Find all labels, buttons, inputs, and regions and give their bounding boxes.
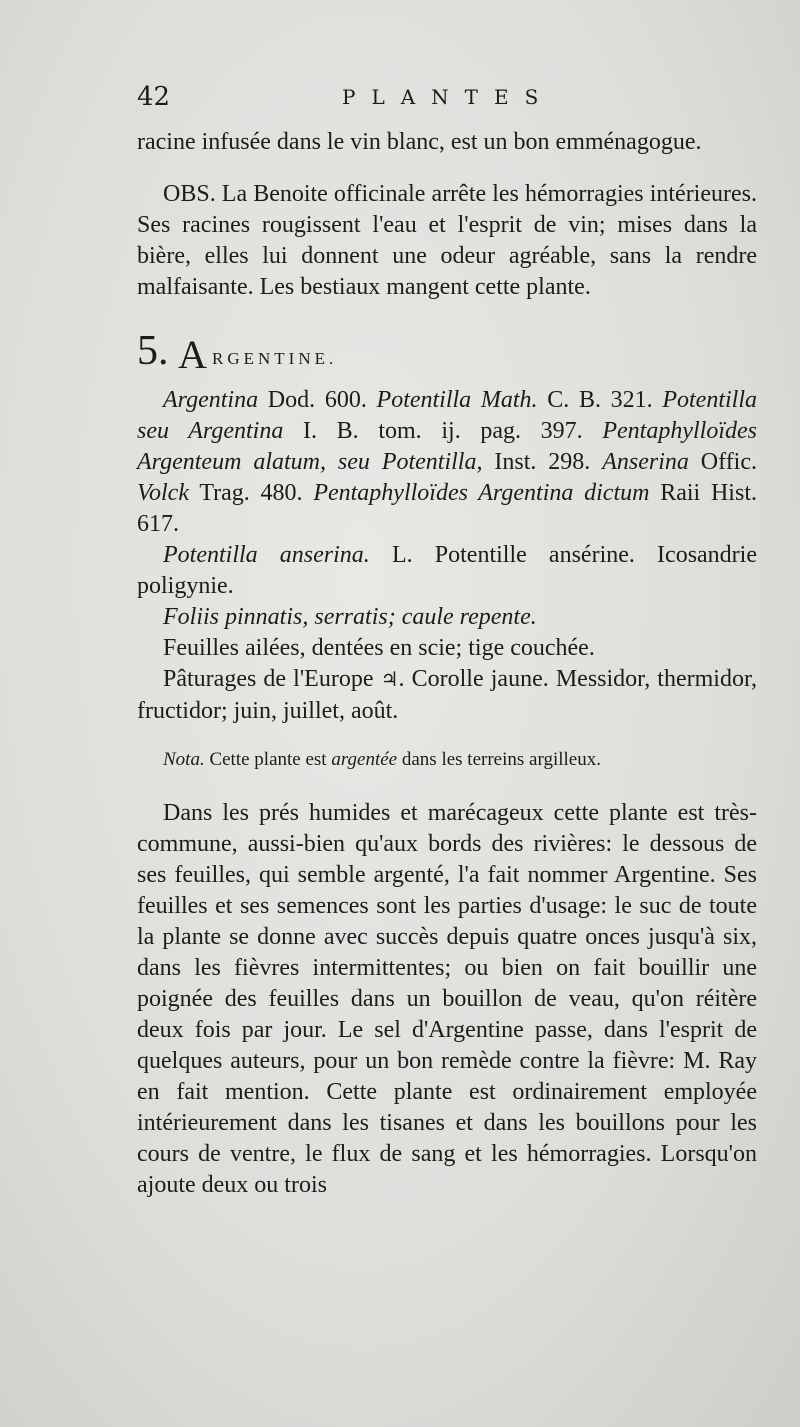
nota-text: dans les terreins argilleux. bbox=[397, 749, 601, 770]
synonym-name: Pentaphylloïdes Argenteum alatum, seu Potentilla, bbox=[137, 418, 757, 475]
nota-text: Cette plante est bbox=[204, 749, 332, 770]
obs-paragraph bbox=[137, 179, 757, 303]
linnaeus-paragraph bbox=[137, 540, 757, 602]
obs-text: La Benoite officinale arrête les hémorragies intérieures. Ses racines rougissent l'eau et l'esprit de vin; mises dans la bière, elles lui donnent une odeur agréable, sans la rendre malfaisante. Les bestiaux mangent cette plante. bbox=[137, 181, 757, 300]
nota-paragraph bbox=[137, 745, 757, 774]
species-number: 5. bbox=[137, 328, 169, 374]
synonym-ref: Trag. 480. bbox=[188, 480, 314, 506]
intro-paragraph: racine infusée dans le vin blanc, est un bon emménagogue. bbox=[137, 129, 702, 155]
synonym-ref: Inst. 298. bbox=[482, 449, 603, 475]
species-name-initial: A bbox=[178, 332, 207, 377]
species-name-rest: RGENTINE. bbox=[212, 349, 338, 368]
linnaean-name: Potentilla anserina. bbox=[163, 542, 370, 568]
french-diagnosis: Feuilles ailées, dentées en scie; tige couchée. bbox=[163, 635, 595, 661]
synonym-ref: C. B. 321. bbox=[537, 387, 663, 413]
synonym-name: Potentilla Math. bbox=[376, 387, 538, 413]
synonym-ref: Raii Hist. 617. bbox=[137, 480, 757, 537]
page-text bbox=[137, 127, 757, 1201]
synonym-name: Potentilla seu Argentina bbox=[137, 387, 757, 444]
latin-diagnosis: Foliis pinnatis, serratis; caule repente. bbox=[163, 604, 537, 630]
perennial-mark: ♃ bbox=[380, 669, 399, 691]
nota-emphasis: argentée bbox=[331, 749, 398, 770]
habitat-text: Pâturages de l'Europe bbox=[163, 666, 381, 692]
habitat-text: . Corolle jaune. Messidor, thermidor, fructidor; juin, juillet, août. bbox=[137, 666, 757, 724]
linnaean-text: L. Potentille ansérine. Icosandrie poligynie. bbox=[137, 542, 757, 599]
synonym-ref: I. B. tom. ij. pag. 397. bbox=[283, 418, 603, 444]
synonyms-paragraph bbox=[137, 385, 757, 540]
synonym-name: Pentaphylloïdes Argentina dictum bbox=[313, 480, 650, 506]
obs-label: OBS. bbox=[163, 181, 216, 207]
synonym-name: Anserina bbox=[602, 449, 689, 475]
synonym-ref: Offic. bbox=[688, 449, 758, 475]
body-paragraph: Dans les prés humides et marécageux cette plante est très-commune, aussi-bien qu'aux bords des rivières: le dessous de ses feuilles, qui semble argenté, l'a fait nommer Argentine. Ses feuilles et ses semences sont les parties d'usage: le suc de toute la plante se donne avec succès depuis quatre onces jusqu'à six, dans les fièvres intermittentes; ou bien on fait bouillir une poignée des feuilles dans un bouillon de veau, qu'on réitère deux fois par jour. Le sel d'Argentine passe, dans l'esprit de quelques auteurs, pour un bon remède contre la fièvre: M. Ray en fait mention. Cette plante est ordinairement employée intérieurement dans les tisanes et dans les bouillons pour les cours de ventre, le flux de sang et les hémorragies. Lorsqu'on ajoute deux ou trois bbox=[137, 800, 757, 1198]
synonym-name: Volck bbox=[137, 480, 189, 506]
synonym-ref: Dod. 600. bbox=[258, 387, 377, 413]
page-number: 42 bbox=[137, 82, 171, 112]
habitat-paragraph bbox=[137, 664, 757, 727]
page-header bbox=[137, 82, 617, 122]
synonym-name: Argentina bbox=[163, 387, 259, 413]
species-heading bbox=[137, 327, 757, 385]
running-title: PLANTES bbox=[342, 85, 555, 109]
nota-label: Nota. bbox=[163, 749, 205, 770]
